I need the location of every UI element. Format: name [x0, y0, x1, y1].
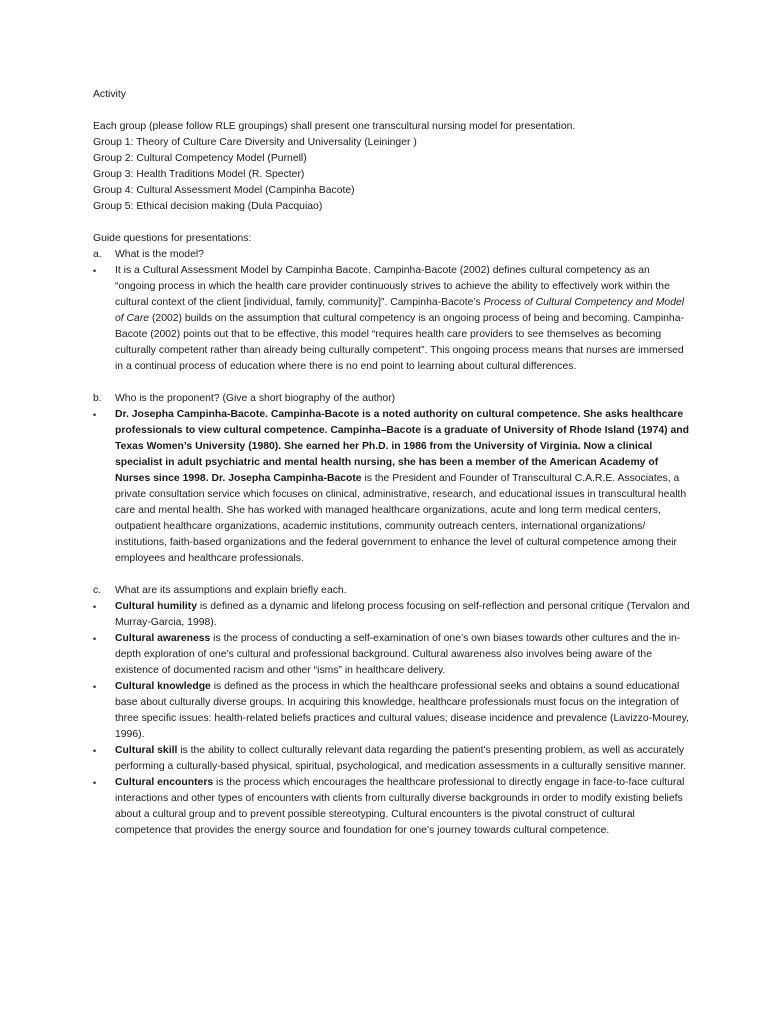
- bullet-icon: •: [93, 410, 97, 420]
- question-marker: b.: [93, 393, 102, 404]
- group-line: Group 2: Cultural Competency Model (Purnell): [93, 153, 307, 164]
- bullet-icon: •: [93, 602, 97, 612]
- assumption-item: [93, 679, 693, 743]
- question-text: Who is the proponent? (Give a short biography of the author): [115, 393, 396, 404]
- bullet-icon: •: [93, 266, 97, 276]
- answer-text: It is a Cultural Assessment Model by Campinha Bacote. Campinha-Bacote (2002) defines cultural competency as an “ongoing process in which the health care provider continuously strives to achieve the ability to effectively work within the cultural context of the client [individual, family, community]”. Campinha-Bacote’s: [115, 265, 670, 308]
- assumption-term: Cultural humility: [115, 601, 197, 612]
- question-c: [93, 583, 693, 599]
- bullet-icon: •: [93, 778, 97, 788]
- intro-text: Each group (please follow RLE groupings) shall present one transcultural nursing model for presentation.: [93, 121, 576, 132]
- group-line: Group 5: Ethical decision making (Dula Pacquiao): [93, 201, 323, 212]
- assumption-item: [93, 631, 693, 679]
- assumption-item: [93, 599, 693, 631]
- bullet-icon: •: [93, 682, 97, 692]
- question-marker: a.: [93, 249, 102, 260]
- assumption-term: Cultural skill: [115, 745, 178, 756]
- assumption-term: Cultural encounters: [115, 777, 214, 788]
- assumption-text: is the process which encourages the healthcare professional to directly engage in face-to-face cultural interactions and other types of encounters with clients from culturally diverse backgrounds in order to modify existing beliefs about a cultural group and to prevent possible stereotyping. Cultural encounters is the pivotal construct of cultural competence that provides the energy source and foundation for one’s journey towards cultural competence.: [115, 777, 685, 836]
- question-text: What is the model?: [115, 249, 204, 260]
- question-text: What are its assumptions and explain briefly each.: [115, 585, 347, 596]
- question-marker: c.: [93, 585, 102, 596]
- answer-text: is the President and Founder of Transcultural C.A.R.E. Associates, a private consultation service which focuses on clinical, administrative, research, and educational issues in transcultural health care and mental health. She has worked with managed healthcare organizations, acute and long term medical centers, outpatient healthcare organizations, academic institutions, community outreach centers, international organizations/ institutions, faith-based organizations and the federal government to enhance the level of cultural competence among their employees and healthcare professionals.: [115, 473, 687, 564]
- assumption-term: Cultural awareness: [115, 633, 211, 644]
- assumption-text: is defined as the process in which the healthcare professional seeks and obtains a sound educational base about culturally diverse groups. In acquiring this knowledge, healthcare professionals must focus on the integration of three specific issues: health-related beliefs practices and cultural values; disease incidence and prevalence (Lavizzo-Mourey, 1996).: [115, 681, 689, 740]
- document-body: [93, 87, 693, 839]
- assumption-text: is the process of conducting a self-examination of one’s own biases towards other cultures and the in-depth exploration of one’s cultural and professional background. Cultural awareness also involves being aware of the existence of documented racism and other “isms” in healthcare delivery.: [115, 633, 681, 676]
- guide-heading: Guide questions for presentations:: [93, 233, 252, 244]
- assumption-item: [93, 743, 693, 775]
- group-line: Group 4: Cultural Assessment Model (Campinha Bacote): [93, 185, 355, 196]
- assumption-term: Cultural knowledge: [115, 681, 211, 692]
- answer-text: (2002) builds on the assumption that cultural competency is an ongoing process of being and becoming. Campinha-Bacote (2002) points out that to be effective, this model “requires health care providers to see themselves as becoming culturally competent rather than already being culturally competent”. This ongoing process means that nurses are immersed in a continual process of education where there is no end point to learning about cultural differences.: [115, 313, 684, 372]
- assumption-text: is the ability to collect culturally relevant data regarding the patient's presenting problem, as well as accurately performing a culturally-based physical, spiritual, psychological, and medication assessments in a culturally sensitive manner.: [115, 745, 687, 772]
- question-b: [93, 391, 693, 407]
- answer-b: [93, 407, 693, 567]
- activity-title: Activity: [93, 89, 126, 100]
- answer-bold-text: Dr. Josepha Campinha-Bacote. Campinha-Bacote is a noted authority on cultural competence. She asks healthcare professionals to view cultural competence. Campinha–Bacote is a graduate of University of Rhode Island (1974) and Texas Women’s University (1980). She earned her Ph.D. in 1986 from the University of Virginia. Now a clinical specialist in adult psychiatric and mental health nursing, she has been a member of the American Academy of Nurses since 1998. Dr. Josepha Campinha-Bacote: [115, 409, 689, 484]
- group-line: Group 3: Health Traditions Model (R. Specter): [93, 169, 305, 180]
- assumption-text: is defined as a dynamic and lifelong process focusing on self-reflection and personal critique (Tervalon and Murray-Garcia, 1998).: [115, 601, 690, 628]
- bullet-icon: •: [93, 634, 97, 644]
- assumption-item: [93, 775, 693, 839]
- group-line: Group 1: Theory of Culture Care Diversity and Universality (Leininger ): [93, 137, 417, 148]
- question-a: [93, 247, 693, 263]
- answer-a: [93, 263, 693, 375]
- bullet-icon: •: [93, 746, 97, 756]
- answer-italic-title: Process of Cultural Competency and Model of Care: [115, 297, 685, 324]
